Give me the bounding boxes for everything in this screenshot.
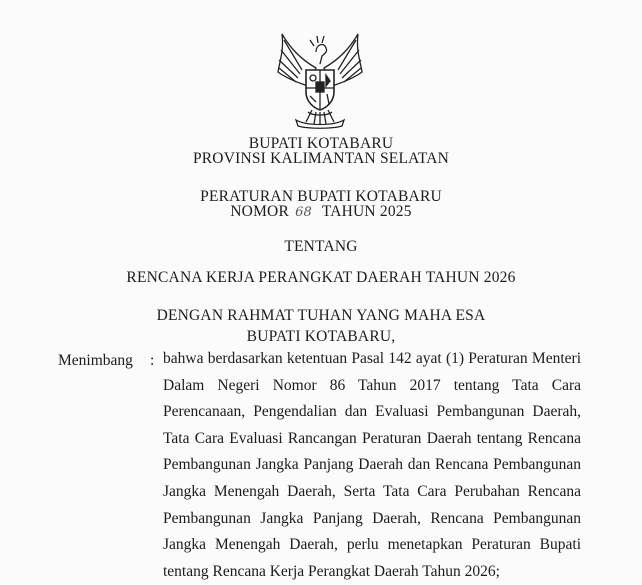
regulation-year: TAHUN 2025 [321, 203, 412, 220]
office-title: BUPATI KOTABARU [248, 135, 394, 152]
preamble-line-2: BUPATI KOTABARU, [246, 328, 396, 345]
regulation-type: PERATURAN BUPATI KOTABARU [200, 188, 442, 205]
preamble-line-1: DENGAN RAHMAT TUHAN YANG MAHA ESA [156, 307, 486, 324]
regulation-number-line [0, 203, 642, 221]
about-title: RENCANA KERJA PERANGKAT DAERAH TAHUN 2026 [126, 269, 516, 286]
considering-text: bahwa berdasarkan ketentuan Pasal 142 ayat (1) Peraturan Menteri Dalam Negeri Nomor 86 Tahun 2017 tentang Tata Cara Perencanaan, Pengendalian dan Evaluasi Pembangunan Daerah, Tata Cara Evaluasi Rancangan Peraturan Daerah tentang Rencana Pembangunan Jangka Panjang Daerah dan Rencana Pembangunan Jangka Menengah Daerah, Serta Tata Cara Perubahan Rencana Pembangunan Jangka Panjang Daerah, Rencana Pembangunan Jangka Menengah Daerah, perlu menetapkan Peraturan Bupati tentang Rencana Kerja Perangkat Daerah Tahun 2026; [163, 350, 581, 580]
considering-label: Menimbang [58, 352, 133, 369]
about-label: TENTANG [284, 238, 358, 255]
handwritten-number: 68 [295, 205, 313, 220]
province-title: PROVINSI KALIMANTAN SELATAN [192, 150, 450, 167]
garuda-emblem-icon [272, 30, 368, 130]
number-prefix: NOMOR [230, 203, 289, 220]
considering-colon: : [150, 352, 155, 369]
